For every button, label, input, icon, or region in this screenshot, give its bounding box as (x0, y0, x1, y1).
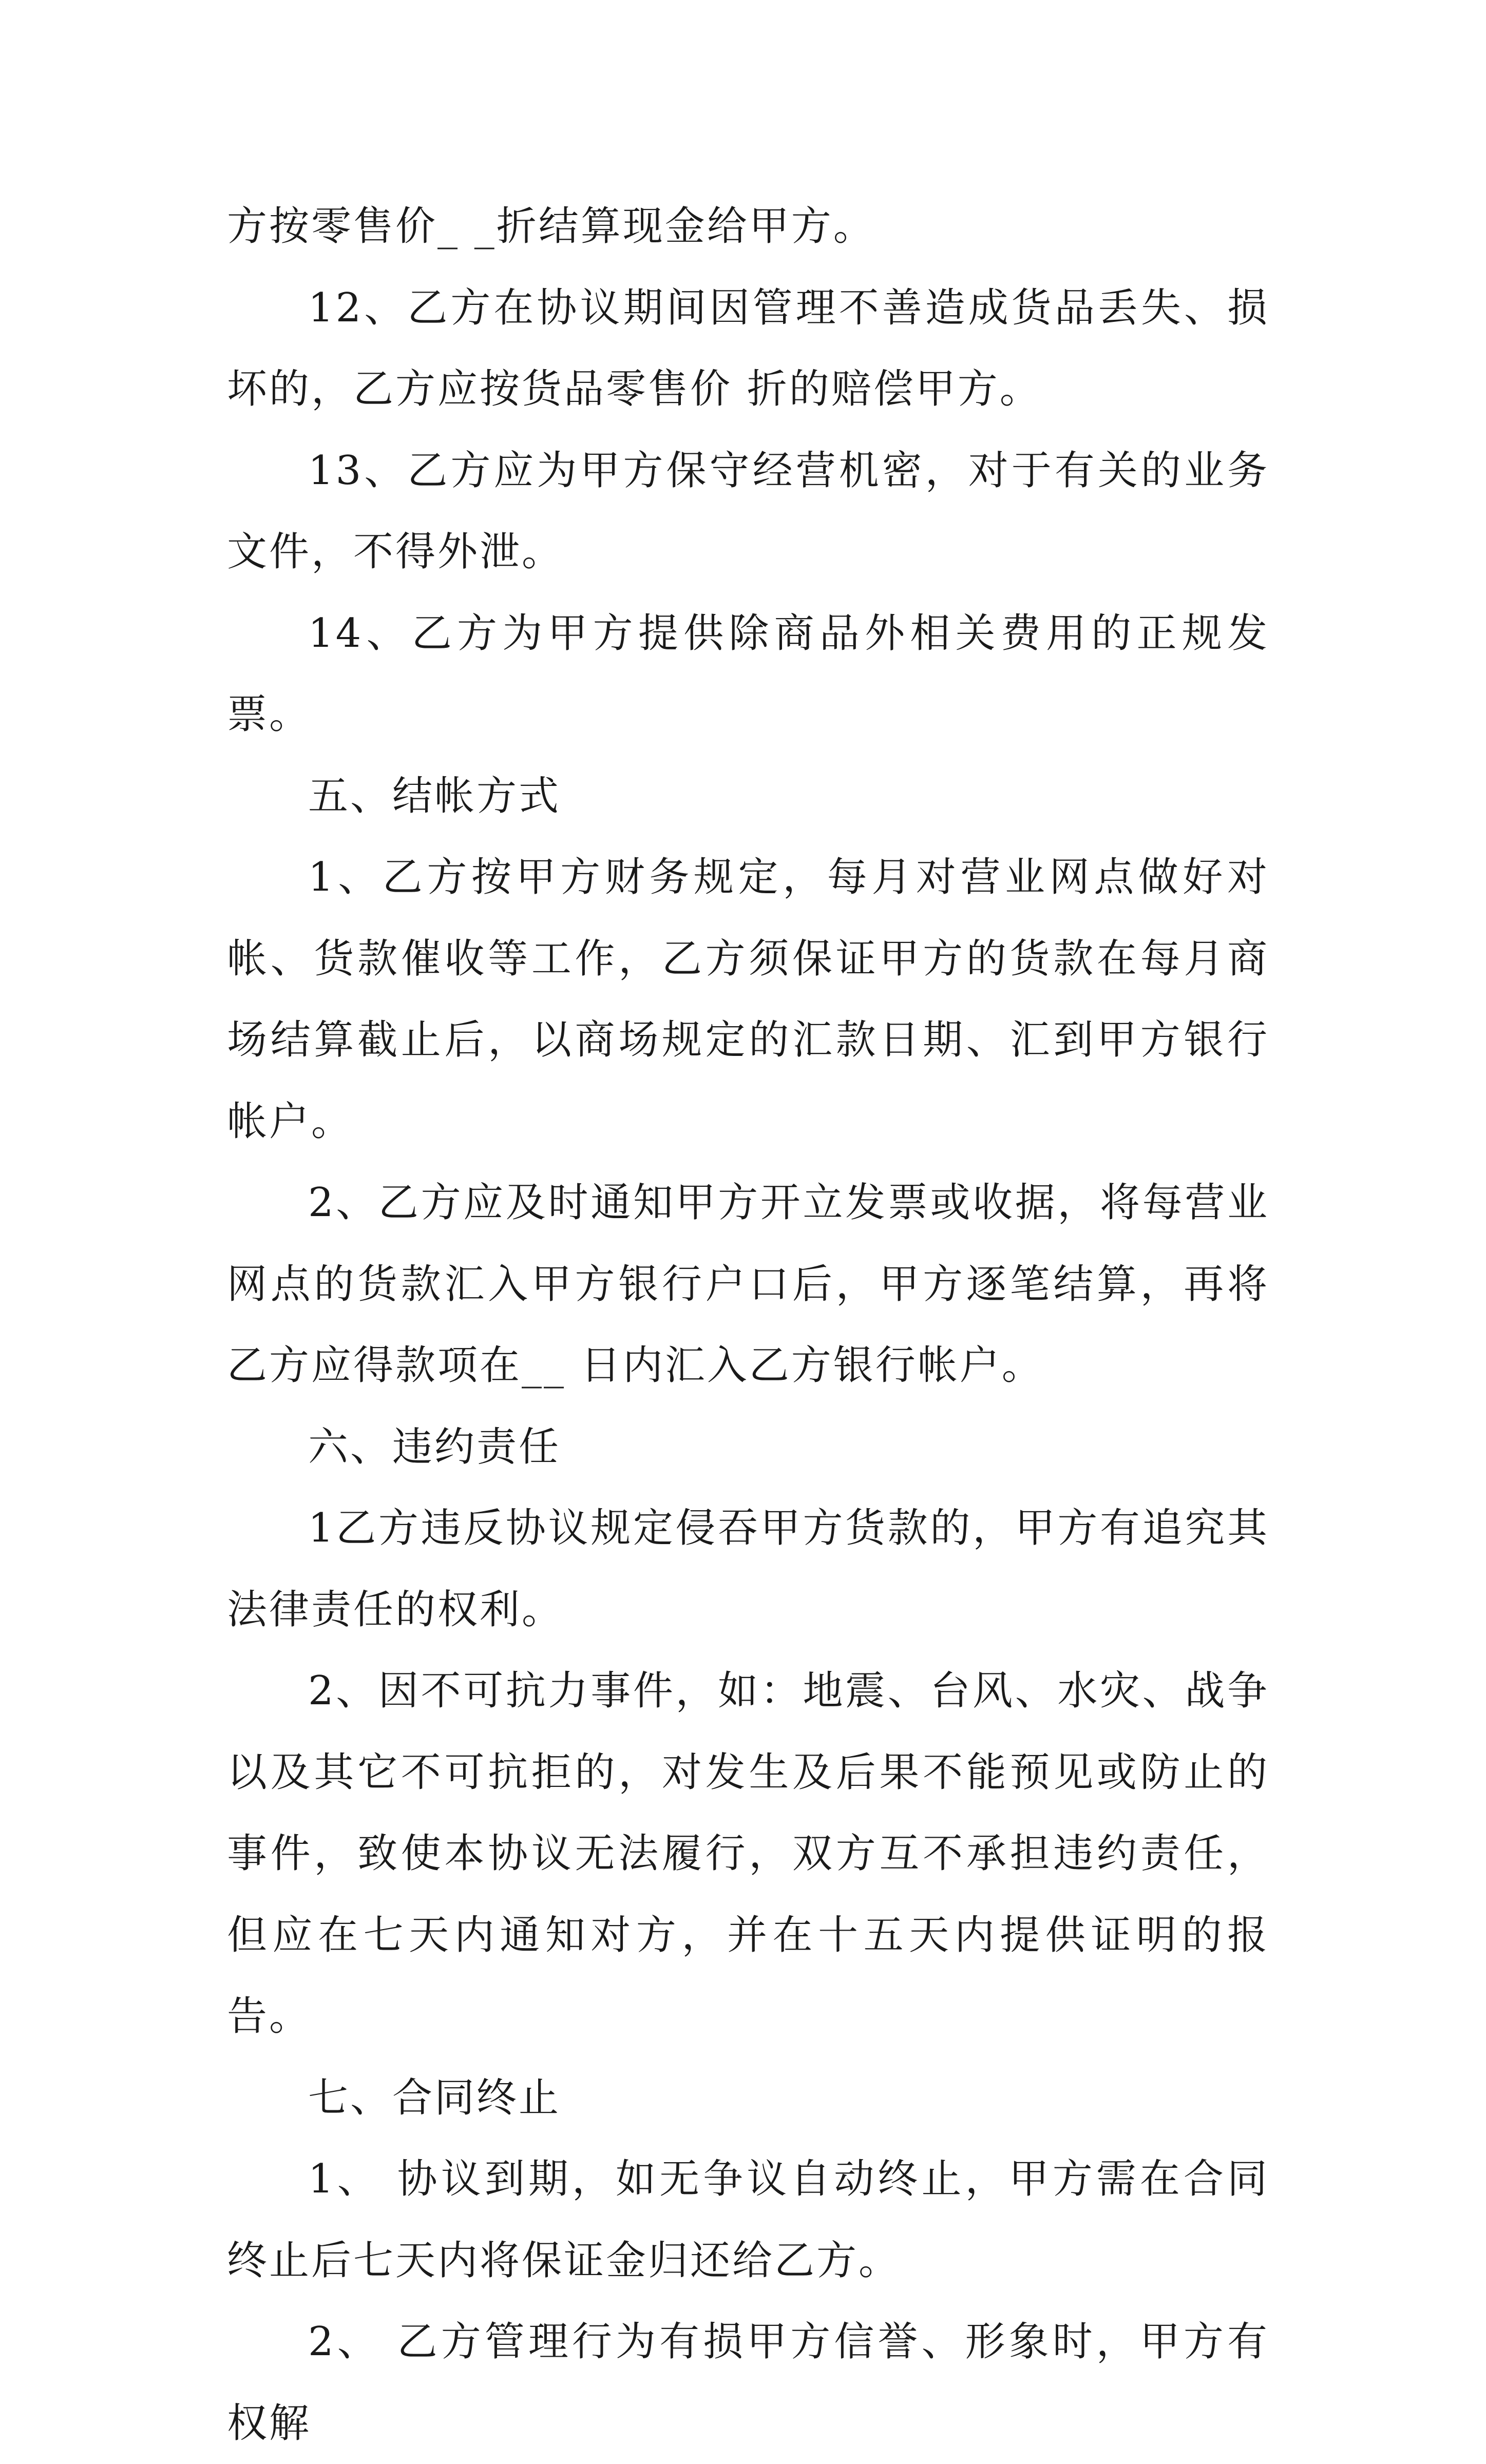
paragraph-clause-12: 12、乙方在协议期间因管理不善造成货品丢失、损坏的，乙方应按货品零售价 折的赔偿甲方。 (227, 284, 1269, 412)
paragraph-clause-13: 13、乙方应为甲方保守经营机密，对于有关的业务文件，不得外泄。 (227, 447, 1269, 575)
section-heading-termination: 七、合同终止 (308, 2074, 561, 2121)
section-heading-liability: 六、违约责任 (308, 1423, 561, 1470)
paragraph-settlement-1: 1、乙方按甲方财务规定，每月对营业网点做好对帐、货款催收等工作，乙方须保证甲方的货款在每月商场结算截止后，以商场规定的汇款日期、汇到甲方银行帐户。 (227, 854, 1269, 1145)
paragraph-termination-1: 1、 协议到期，如无争议自动终止，甲方需在合同终止后七天内将保证金归还给乙方。 (227, 2156, 1269, 2284)
section-heading-settlement: 五、结帐方式 (308, 773, 561, 819)
paragraph-liability-2: 2、因不可抗力事件，如：地震、台风、水灾、战争以及其它不可抗拒的，对发生及后果不能预见或防止的事件，致使本协议无法履行，双方互不承担违约责任，但应在七天内通知对方，并在十五天内提供证明的报告。 (227, 1668, 1269, 2039)
paragraph-discount-settlement: 方按零售价_ _折结算现金给甲方。 (227, 203, 875, 249)
paragraph-liability-1: 1乙方违反协议规定侵吞甲方货款的，甲方有追究其法律责任的权利。 (227, 1505, 1269, 1633)
paragraph-clause-14: 14、乙方为甲方提供除商品外相关费用的正规发票。 (227, 610, 1269, 738)
paragraph-termination-2: 2、 乙方管理行为有损甲方信誉、形象时，甲方有权解 (227, 2319, 1269, 2447)
paragraph-settlement-2: 2、乙方应及时通知甲方开立发票或收据，将每营业网点的货款汇入甲方银行户口后，甲方逐笔结算，再将乙方应得款项在__ 日内汇入乙方银行帐户。 (227, 1180, 1269, 1389)
document-body (227, 186, 1269, 2464)
